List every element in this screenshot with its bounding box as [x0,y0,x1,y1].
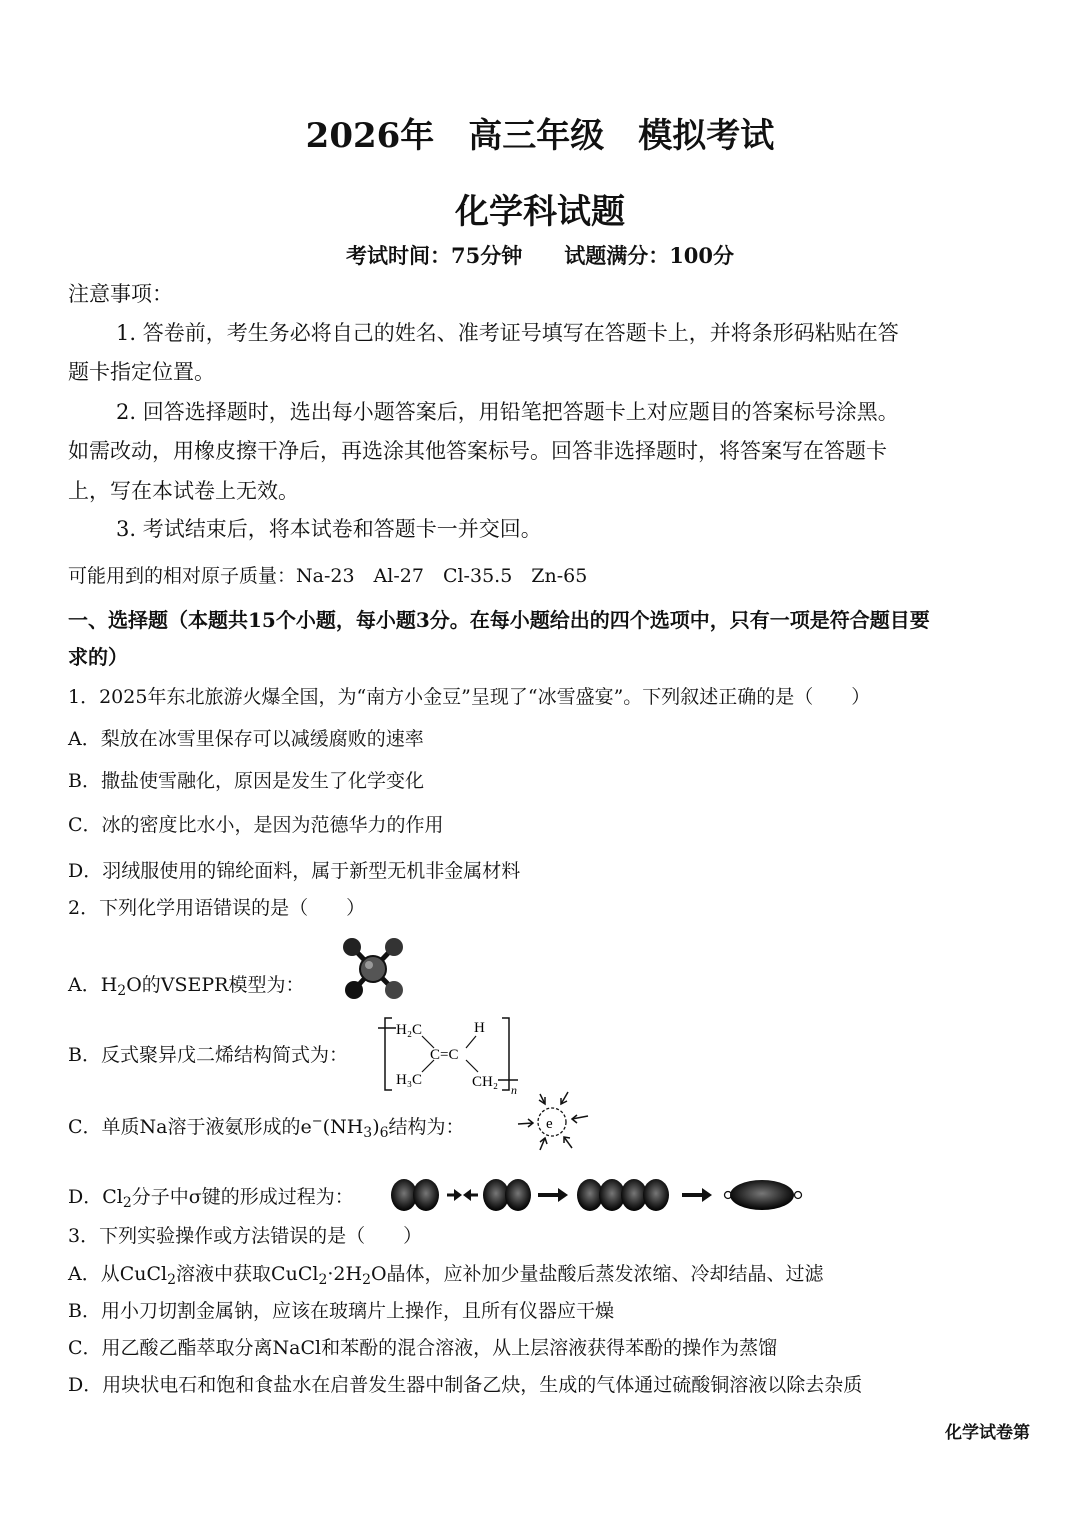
notice-heading: 注意事项： [68,282,173,306]
q2-option-c-sub2: 6 [379,1125,389,1141]
q2-option-a [68,970,305,999]
struct-n: n [511,1083,517,1096]
q1-option-c: C．冰的密度比水小，是因为范德华力的作用 [68,814,444,836]
q2-option-d-pre: D．Cl [68,1186,123,1208]
struct-h3c: H₃C [396,1072,423,1088]
q3-option-d: D．用块状电石和饱和食盐水在启普发生器中制备乙炔，生成的气体通过硫酸铜溶液以除去杂质 [68,1374,863,1396]
q3-option-a-post: O晶体，应补加少量盐酸后蒸发浓缩、冷却结晶、过滤 [370,1263,824,1285]
q1-stem: 1．2025年东北旅游火爆全国，为“南方小金豆”呈现了“冰雪盛宴”。下列叙述正确的是（ ） [68,686,871,708]
notice-item2-line1: 2. 回答选择题时，选出每小题答案后，用铅笔把答题卡上对应题目的答案标号涂黑。 [116,400,899,424]
q2-option-d-post: 分子中σ键的形成过程为： [131,1186,354,1208]
q2-option-c-mid: (NH [322,1116,364,1138]
solvated-electron-diagram [512,1086,592,1156]
q1-option-d: D．羽绒服使用的锦纶面料，属于新型无机非金属材料 [68,860,521,882]
q3-option-a-mid: 溶液中获取CuCl [176,1263,319,1285]
q2-option-c-sub: 3 [363,1125,373,1141]
notice-item2-line2: 如需改动，用橡皮擦干净后，再选涂其他答案标号。回答非选择题时，将答案写在答题卡 [68,439,887,463]
section1-heading-line2: 求的） [68,645,128,669]
q2-option-c [68,1112,465,1141]
q3-option-b: B．用小刀切割金属钠，应该在玻璃片上操作，且所有仪器应干燥 [68,1300,614,1322]
vsepr-model-icon [338,934,408,1004]
q3-option-a-pre: A．从CuCl [68,1263,168,1285]
q2-option-c-end: 结构为： [388,1116,465,1138]
q3-option-c: C．用乙酸乙酯萃取分离NaCl和苯酚的混合溶液，从上层溶液获得苯酚的操作为蒸馏 [68,1337,778,1359]
q3-stem: 3．下列实验操作或方法错误的是（ ） [68,1225,423,1247]
q3-option-a [68,1259,824,1288]
q2-option-b: B．反式聚异戊二烯结构简式为： [68,1044,348,1066]
exam-title: 2026年 高三年级 模拟考试 [305,116,775,156]
q2-option-a-pre: A．H [68,974,118,996]
notice-item2-line3: 上，写在本试卷上无效。 [68,479,299,503]
notice-item1-line2: 题卡指定位置。 [68,360,215,384]
trans-polyisoprene-structure [378,1014,528,1096]
q2-option-d [68,1182,354,1211]
struct-cc: C=C [430,1047,459,1063]
struct-ch2: CH₂ [472,1074,499,1090]
q2-option-a-post: O的VSEPR模型为： [126,974,305,996]
atomic-masses: 可能用到的相对原子质量：Na-23 Al-27 Cl-35.5 Zn-65 [68,565,588,587]
exam-info: 考试时间：75分钟 试题满分：100分 [345,243,735,268]
q2-option-c-pre: C．单质Na溶于液氨形成的e [68,1116,312,1138]
struct-h: H [474,1020,485,1036]
q2-option-c-post: ) [372,1116,380,1138]
struct-h2c: H₂C [396,1022,423,1038]
notice-item3: 3. 考试结束后，将本试卷和答题卡一并交回。 [116,517,542,541]
q3-option-a-sub2: 2 [318,1272,328,1288]
q2-option-a-sub: 2 [117,983,127,999]
electron-label: e [546,1116,553,1132]
q3-option-a-sub1: 2 [167,1272,177,1288]
page-footer: 化学试卷第 [945,1423,1030,1443]
section1-heading-line1: 一、选择题（本题共15个小题，每小题3分。在每小题给出的四个选项中，只有一项是符合题目要 [68,608,930,632]
sigma-bond-formation-diagram [390,1174,810,1216]
q1-option-b: B．撒盐使雪融化，原因是发生了化学变化 [68,770,424,792]
q2-option-d-sub: 2 [122,1195,132,1211]
q2-stem: 2．下列化学用语错误的是（ ） [68,897,366,919]
q3-option-a-sub3: 2 [362,1272,371,1288]
notice-item1-line1: 1. 答卷前，考生务必将自己的姓名、准考证号填写在答题卡上，并将条形码粘贴在答 [116,321,899,345]
q1-option-a: A．梨放在冰雪里保存可以减缓腐败的速率 [68,728,424,750]
q3-option-a-mid2: ·2H [327,1263,363,1285]
q2-option-c-sup: − [311,1114,323,1129]
subject-title: 化学科试题 [455,192,625,232]
